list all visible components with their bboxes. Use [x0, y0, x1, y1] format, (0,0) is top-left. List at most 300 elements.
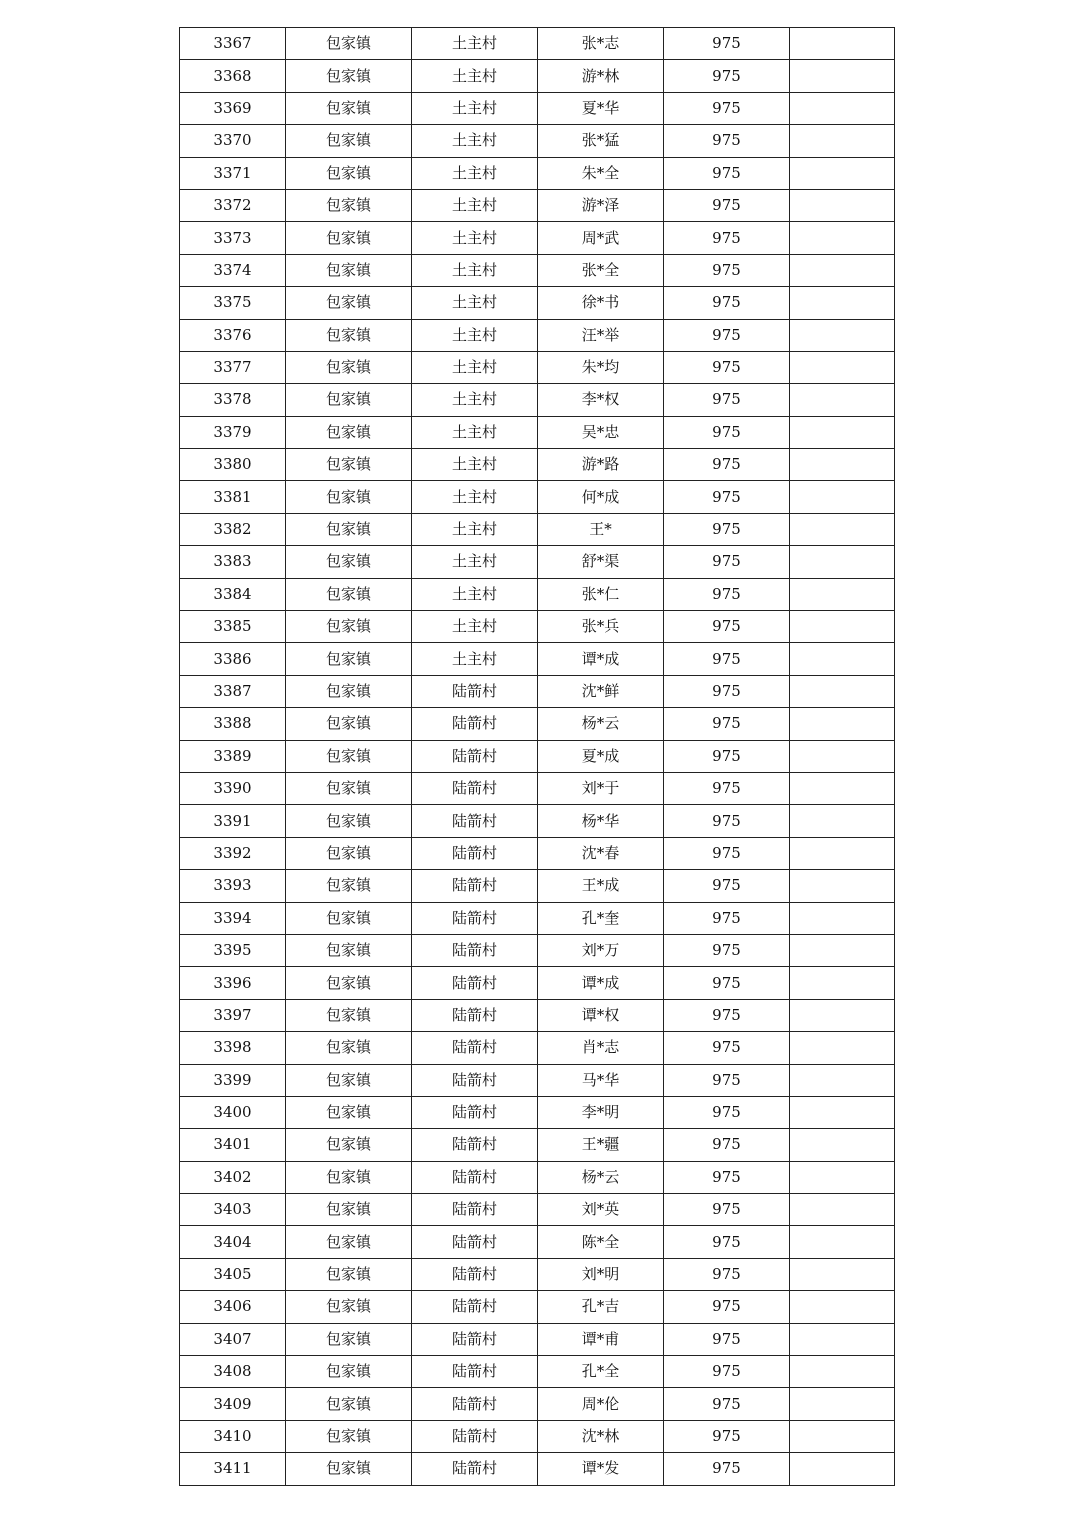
table-row — [180, 1194, 895, 1226]
village-cell: 陆箭村 — [412, 1356, 538, 1388]
amount-cell: 975 — [664, 805, 790, 837]
record-number-cell: 3374 — [180, 254, 286, 286]
table-row — [180, 351, 895, 383]
table-row — [180, 837, 895, 869]
name-cell: 杨*华 — [538, 805, 664, 837]
record-number-cell: 3373 — [180, 222, 286, 254]
record-number-cell: 3368 — [180, 60, 286, 92]
record-number-cell: 3408 — [180, 1356, 286, 1388]
village-cell: 陆箭村 — [412, 934, 538, 966]
amount-cell: 975 — [664, 1323, 790, 1355]
village-cell: 土主村 — [412, 125, 538, 157]
name-cell: 李*权 — [538, 384, 664, 416]
name-cell: 吴*忠 — [538, 416, 664, 448]
note-cell — [790, 934, 895, 966]
record-number-cell: 3382 — [180, 513, 286, 545]
note-cell — [790, 902, 895, 934]
town-cell: 包家镇 — [286, 351, 412, 383]
record-number-cell: 3384 — [180, 578, 286, 610]
town-cell: 包家镇 — [286, 772, 412, 804]
name-cell: 张*猛 — [538, 125, 664, 157]
village-cell: 陆箭村 — [412, 870, 538, 902]
note-cell — [790, 1258, 895, 1290]
record-number-cell: 3395 — [180, 934, 286, 966]
town-cell: 包家镇 — [286, 92, 412, 124]
record-number-cell: 3390 — [180, 772, 286, 804]
town-cell: 包家镇 — [286, 1064, 412, 1096]
note-cell — [790, 546, 895, 578]
table-row — [180, 675, 895, 707]
town-cell: 包家镇 — [286, 254, 412, 286]
town-cell: 包家镇 — [286, 643, 412, 675]
name-cell: 游*路 — [538, 449, 664, 481]
name-cell: 王* — [538, 513, 664, 545]
name-cell: 游*泽 — [538, 189, 664, 221]
town-cell: 包家镇 — [286, 1194, 412, 1226]
name-cell: 沈*春 — [538, 837, 664, 869]
amount-cell: 975 — [664, 999, 790, 1031]
name-cell: 孔*全 — [538, 1356, 664, 1388]
village-cell: 陆箭村 — [412, 1420, 538, 1452]
town-cell: 包家镇 — [286, 1291, 412, 1323]
village-cell: 土主村 — [412, 481, 538, 513]
amount-cell: 975 — [664, 1388, 790, 1420]
name-cell: 刘*于 — [538, 772, 664, 804]
town-cell: 包家镇 — [286, 222, 412, 254]
note-cell — [790, 805, 895, 837]
note-cell — [790, 416, 895, 448]
amount-cell: 975 — [664, 287, 790, 319]
table-row — [180, 481, 895, 513]
note-cell — [790, 1323, 895, 1355]
village-cell: 陆箭村 — [412, 1291, 538, 1323]
amount-cell: 975 — [664, 1064, 790, 1096]
town-cell: 包家镇 — [286, 416, 412, 448]
table-row — [180, 1129, 895, 1161]
name-cell: 夏*成 — [538, 740, 664, 772]
name-cell: 夏*华 — [538, 92, 664, 124]
name-cell: 肖*志 — [538, 1032, 664, 1064]
record-number-cell: 3367 — [180, 28, 286, 60]
record-number-cell: 3381 — [180, 481, 286, 513]
name-cell: 孔*奎 — [538, 902, 664, 934]
town-cell: 包家镇 — [286, 967, 412, 999]
note-cell — [790, 772, 895, 804]
village-cell: 土主村 — [412, 384, 538, 416]
village-cell: 陆箭村 — [412, 999, 538, 1031]
town-cell: 包家镇 — [286, 1356, 412, 1388]
amount-cell: 975 — [664, 222, 790, 254]
town-cell: 包家镇 — [286, 449, 412, 481]
town-cell: 包家镇 — [286, 1258, 412, 1290]
village-cell: 土主村 — [412, 449, 538, 481]
table-row — [180, 92, 895, 124]
amount-cell: 975 — [664, 384, 790, 416]
table-row — [180, 643, 895, 675]
village-cell: 土主村 — [412, 157, 538, 189]
table-row — [180, 999, 895, 1031]
table-row — [180, 125, 895, 157]
name-cell: 游*林 — [538, 60, 664, 92]
town-cell: 包家镇 — [286, 157, 412, 189]
record-number-cell: 3399 — [180, 1064, 286, 1096]
village-cell: 陆箭村 — [412, 1194, 538, 1226]
table-row — [180, 546, 895, 578]
town-cell: 包家镇 — [286, 611, 412, 643]
table-row — [180, 1323, 895, 1355]
name-cell: 沈*林 — [538, 1420, 664, 1452]
village-cell: 陆箭村 — [412, 1129, 538, 1161]
record-number-cell: 3383 — [180, 546, 286, 578]
village-cell: 土主村 — [412, 222, 538, 254]
town-cell: 包家镇 — [286, 189, 412, 221]
table-row — [180, 254, 895, 286]
village-cell: 土主村 — [412, 611, 538, 643]
name-cell: 孔*吉 — [538, 1291, 664, 1323]
record-number-cell: 3391 — [180, 805, 286, 837]
town-cell: 包家镇 — [286, 28, 412, 60]
name-cell: 沈*鲜 — [538, 675, 664, 707]
amount-cell: 975 — [664, 772, 790, 804]
village-cell: 陆箭村 — [412, 902, 538, 934]
village-cell: 土主村 — [412, 254, 538, 286]
village-cell: 陆箭村 — [412, 740, 538, 772]
table-row — [180, 1161, 895, 1193]
table-row — [180, 772, 895, 804]
record-number-cell: 3385 — [180, 611, 286, 643]
name-cell: 李*明 — [538, 1096, 664, 1128]
record-number-cell: 3369 — [180, 92, 286, 124]
village-cell: 陆箭村 — [412, 805, 538, 837]
note-cell — [790, 287, 895, 319]
table-row — [180, 1258, 895, 1290]
note-cell — [790, 1226, 895, 1258]
table-row — [180, 578, 895, 610]
record-number-cell: 3380 — [180, 449, 286, 481]
name-cell: 刘*英 — [538, 1194, 664, 1226]
town-cell: 包家镇 — [286, 1323, 412, 1355]
record-number-cell: 3386 — [180, 643, 286, 675]
town-cell: 包家镇 — [286, 1161, 412, 1193]
note-cell — [790, 189, 895, 221]
name-cell: 马*华 — [538, 1064, 664, 1096]
table-row — [180, 934, 895, 966]
town-cell: 包家镇 — [286, 708, 412, 740]
amount-cell: 975 — [664, 546, 790, 578]
town-cell: 包家镇 — [286, 999, 412, 1031]
record-number-cell: 3410 — [180, 1420, 286, 1452]
record-number-cell: 3388 — [180, 708, 286, 740]
note-cell — [790, 1096, 895, 1128]
amount-cell: 975 — [664, 1291, 790, 1323]
note-cell — [790, 481, 895, 513]
amount-cell: 975 — [664, 1096, 790, 1128]
note-cell — [790, 999, 895, 1031]
name-cell: 周*伦 — [538, 1388, 664, 1420]
name-cell: 谭*发 — [538, 1453, 664, 1485]
record-number-cell: 3376 — [180, 319, 286, 351]
table-row — [180, 60, 895, 92]
name-cell: 谭*成 — [538, 967, 664, 999]
town-cell: 包家镇 — [286, 870, 412, 902]
name-cell: 何*成 — [538, 481, 664, 513]
record-number-cell: 3379 — [180, 416, 286, 448]
name-cell: 刘*万 — [538, 934, 664, 966]
amount-cell: 975 — [664, 1356, 790, 1388]
town-cell: 包家镇 — [286, 125, 412, 157]
note-cell — [790, 92, 895, 124]
amount-cell: 975 — [664, 934, 790, 966]
amount-cell: 975 — [664, 611, 790, 643]
amount-cell: 975 — [664, 513, 790, 545]
amount-cell: 975 — [664, 1129, 790, 1161]
record-number-cell: 3372 — [180, 189, 286, 221]
amount-cell: 975 — [664, 319, 790, 351]
name-cell: 杨*云 — [538, 1161, 664, 1193]
town-cell: 包家镇 — [286, 1420, 412, 1452]
town-cell: 包家镇 — [286, 934, 412, 966]
village-cell: 陆箭村 — [412, 772, 538, 804]
name-cell: 谭*甫 — [538, 1323, 664, 1355]
record-number-cell: 3406 — [180, 1291, 286, 1323]
name-cell: 王*疆 — [538, 1129, 664, 1161]
village-cell: 土主村 — [412, 416, 538, 448]
note-cell — [790, 1032, 895, 1064]
village-cell: 陆箭村 — [412, 708, 538, 740]
record-number-cell: 3403 — [180, 1194, 286, 1226]
village-cell: 土主村 — [412, 351, 538, 383]
village-cell: 陆箭村 — [412, 1388, 538, 1420]
record-number-cell: 3389 — [180, 740, 286, 772]
village-cell: 陆箭村 — [412, 1323, 538, 1355]
note-cell — [790, 1194, 895, 1226]
town-cell: 包家镇 — [286, 1096, 412, 1128]
amount-cell: 975 — [664, 254, 790, 286]
name-cell: 汪*举 — [538, 319, 664, 351]
village-cell: 陆箭村 — [412, 1064, 538, 1096]
table-row — [180, 740, 895, 772]
note-cell — [790, 967, 895, 999]
village-cell: 土主村 — [412, 287, 538, 319]
record-number-cell: 3407 — [180, 1323, 286, 1355]
record-number-cell: 3370 — [180, 125, 286, 157]
note-cell — [790, 1388, 895, 1420]
village-cell: 土主村 — [412, 319, 538, 351]
note-cell — [790, 708, 895, 740]
village-cell: 土主村 — [412, 643, 538, 675]
amount-cell: 975 — [664, 351, 790, 383]
amount-cell: 975 — [664, 189, 790, 221]
note-cell — [790, 384, 895, 416]
amount-cell: 975 — [664, 837, 790, 869]
village-cell: 土主村 — [412, 28, 538, 60]
record-number-cell: 3401 — [180, 1129, 286, 1161]
town-cell: 包家镇 — [286, 1032, 412, 1064]
village-cell: 陆箭村 — [412, 675, 538, 707]
name-cell: 谭*成 — [538, 643, 664, 675]
table-row — [180, 513, 895, 545]
note-cell — [790, 1129, 895, 1161]
town-cell: 包家镇 — [286, 805, 412, 837]
name-cell: 张*兵 — [538, 611, 664, 643]
record-number-cell: 3377 — [180, 351, 286, 383]
note-cell — [790, 513, 895, 545]
records-table-body — [180, 28, 895, 1486]
town-cell: 包家镇 — [286, 740, 412, 772]
amount-cell: 975 — [664, 1194, 790, 1226]
note-cell — [790, 611, 895, 643]
table-row — [180, 416, 895, 448]
table-row — [180, 1291, 895, 1323]
table-row — [180, 384, 895, 416]
note-cell — [790, 1356, 895, 1388]
note-cell — [790, 675, 895, 707]
note-cell — [790, 351, 895, 383]
records-table — [179, 27, 895, 1486]
note-cell — [790, 1064, 895, 1096]
town-cell: 包家镇 — [286, 546, 412, 578]
village-cell: 陆箭村 — [412, 1453, 538, 1485]
table-row — [180, 189, 895, 221]
table-row — [180, 222, 895, 254]
note-cell — [790, 125, 895, 157]
town-cell: 包家镇 — [286, 902, 412, 934]
note-cell — [790, 643, 895, 675]
village-cell: 陆箭村 — [412, 1032, 538, 1064]
name-cell: 徐*书 — [538, 287, 664, 319]
name-cell: 张*仁 — [538, 578, 664, 610]
note-cell — [790, 254, 895, 286]
amount-cell: 975 — [664, 92, 790, 124]
village-cell: 土主村 — [412, 546, 538, 578]
name-cell: 朱*均 — [538, 351, 664, 383]
amount-cell: 975 — [664, 902, 790, 934]
name-cell: 陈*全 — [538, 1226, 664, 1258]
note-cell — [790, 449, 895, 481]
record-number-cell: 3375 — [180, 287, 286, 319]
note-cell — [790, 60, 895, 92]
village-cell: 陆箭村 — [412, 837, 538, 869]
note-cell — [790, 1161, 895, 1193]
note-cell — [790, 870, 895, 902]
table-row — [180, 449, 895, 481]
amount-cell: 975 — [664, 643, 790, 675]
record-number-cell: 3378 — [180, 384, 286, 416]
table-row — [180, 870, 895, 902]
amount-cell: 975 — [664, 967, 790, 999]
table-row — [180, 805, 895, 837]
name-cell: 王*成 — [538, 870, 664, 902]
village-cell: 土主村 — [412, 189, 538, 221]
table-row — [180, 902, 895, 934]
amount-cell: 975 — [664, 28, 790, 60]
town-cell: 包家镇 — [286, 1129, 412, 1161]
record-number-cell: 3371 — [180, 157, 286, 189]
record-number-cell: 3397 — [180, 999, 286, 1031]
village-cell: 土主村 — [412, 578, 538, 610]
town-cell: 包家镇 — [286, 578, 412, 610]
amount-cell: 975 — [664, 740, 790, 772]
record-number-cell: 3409 — [180, 1388, 286, 1420]
table-row — [180, 1032, 895, 1064]
amount-cell: 975 — [664, 125, 790, 157]
record-number-cell: 3392 — [180, 837, 286, 869]
note-cell — [790, 578, 895, 610]
town-cell: 包家镇 — [286, 1226, 412, 1258]
name-cell: 朱*全 — [538, 157, 664, 189]
record-number-cell: 3402 — [180, 1161, 286, 1193]
village-cell: 陆箭村 — [412, 1258, 538, 1290]
amount-cell: 975 — [664, 157, 790, 189]
record-number-cell: 3393 — [180, 870, 286, 902]
note-cell — [790, 1420, 895, 1452]
amount-cell: 975 — [664, 1032, 790, 1064]
note-cell — [790, 1453, 895, 1485]
name-cell: 杨*云 — [538, 708, 664, 740]
note-cell — [790, 319, 895, 351]
amount-cell: 975 — [664, 481, 790, 513]
town-cell: 包家镇 — [286, 837, 412, 869]
amount-cell: 975 — [664, 1226, 790, 1258]
town-cell: 包家镇 — [286, 1453, 412, 1485]
amount-cell: 975 — [664, 1161, 790, 1193]
table-row — [180, 1388, 895, 1420]
table-row — [180, 319, 895, 351]
name-cell: 周*武 — [538, 222, 664, 254]
amount-cell: 975 — [664, 708, 790, 740]
village-cell: 土主村 — [412, 60, 538, 92]
record-number-cell: 3411 — [180, 1453, 286, 1485]
amount-cell: 975 — [664, 1420, 790, 1452]
record-number-cell: 3394 — [180, 902, 286, 934]
note-cell — [790, 1291, 895, 1323]
table-row — [180, 1420, 895, 1452]
town-cell: 包家镇 — [286, 675, 412, 707]
town-cell: 包家镇 — [286, 319, 412, 351]
amount-cell: 975 — [664, 60, 790, 92]
town-cell: 包家镇 — [286, 1388, 412, 1420]
table-row — [180, 1226, 895, 1258]
note-cell — [790, 222, 895, 254]
town-cell: 包家镇 — [286, 481, 412, 513]
table-row — [180, 28, 895, 60]
amount-cell: 975 — [664, 1258, 790, 1290]
village-cell: 陆箭村 — [412, 967, 538, 999]
record-number-cell: 3387 — [180, 675, 286, 707]
town-cell: 包家镇 — [286, 60, 412, 92]
town-cell: 包家镇 — [286, 513, 412, 545]
note-cell — [790, 837, 895, 869]
table-row — [180, 967, 895, 999]
village-cell: 陆箭村 — [412, 1096, 538, 1128]
amount-cell: 975 — [664, 449, 790, 481]
village-cell: 陆箭村 — [412, 1161, 538, 1193]
name-cell: 舒*渠 — [538, 546, 664, 578]
record-number-cell: 3400 — [180, 1096, 286, 1128]
village-cell: 土主村 — [412, 513, 538, 545]
table-row — [180, 611, 895, 643]
town-cell: 包家镇 — [286, 384, 412, 416]
note-cell — [790, 740, 895, 772]
name-cell: 刘*明 — [538, 1258, 664, 1290]
name-cell: 谭*权 — [538, 999, 664, 1031]
town-cell: 包家镇 — [286, 287, 412, 319]
table-row — [180, 157, 895, 189]
record-number-cell: 3396 — [180, 967, 286, 999]
name-cell: 张*全 — [538, 254, 664, 286]
table-row — [180, 708, 895, 740]
record-number-cell: 3405 — [180, 1258, 286, 1290]
